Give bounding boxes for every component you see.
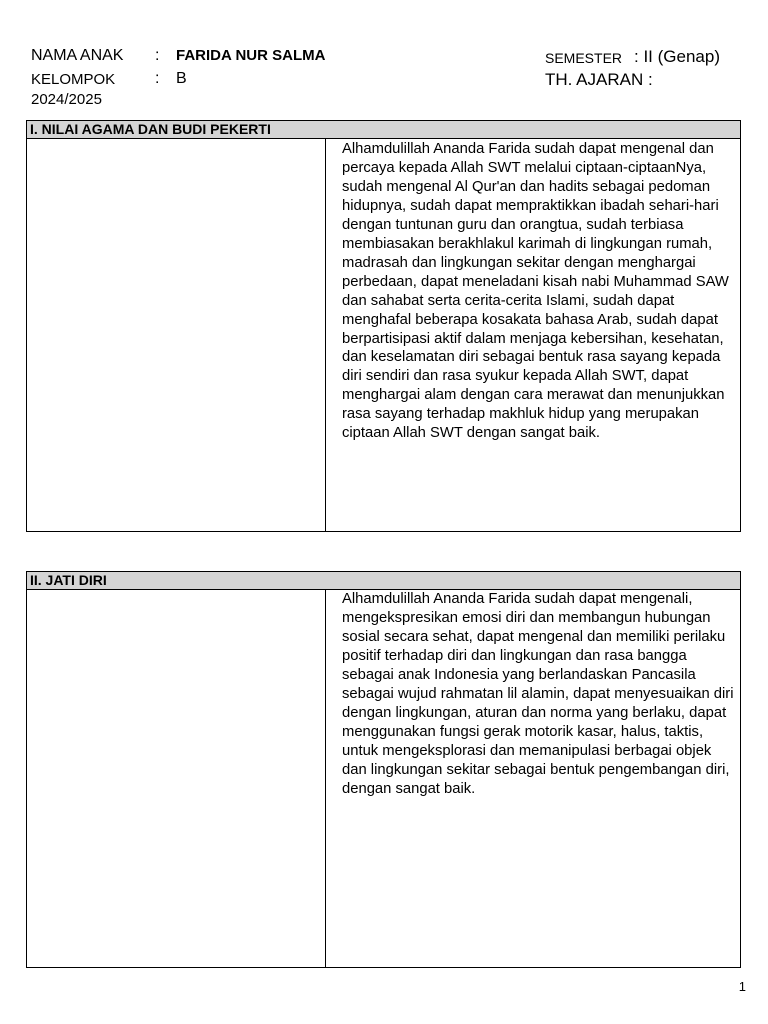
section-body xyxy=(27,590,740,967)
group-label: KELOMPOK xyxy=(31,71,116,88)
section-title: I. NILAI AGAMA DAN BUDI PEKERTI xyxy=(27,121,740,139)
page-number: 1 xyxy=(738,979,746,994)
section-empty-cell xyxy=(27,139,326,531)
school-year-label: TH. AJARAN : xyxy=(545,70,653,89)
section-religion-ethics xyxy=(26,120,741,532)
section-description: Alhamdulillah Ananda Farida sudah dapat mengenal dan percaya kepada Allah SWT melalui ciptaan-ciptaanNya, sudah mengenal Al Qur'an dan hadits sebagai pedoman hidupnya, sudah dapat mempraktikkan ibadah sehari-hari dengan tuntunan guru dan orangtua, sudah terbiasa membiasakan berakhlakul karimah di lingkungan rumah, madrasah dan lingkungan sekitar dengan menghargai perbedaan, dapat meneladani kisah nabi Muhammad SAW dan sahabat serta cerita-cerita Islami, sudah dapat menghafal beberapa kosakata bahasa Arab, sudah dapat berpartisipasi aktif dalam menjaga kebersihan, kesehatan, dan keselamatan diri sebagai bentuk rasa sayang kepada diri sendiri dan rasa syukur kepada Allah SWT, dapat menghargai alam dengan cara merawat dan menunjukkan rasa sayang terhadap makhluk hidup yang merupakan ciptaan Allah SWT dengan sangat baik. xyxy=(342,141,729,442)
group-value: B xyxy=(176,70,187,87)
section-description: Alhamdulillah Ananda Farida sudah dapat mengenali, mengekspresikan emosi diri dan membangun hubungan sosial secara sehat, dapat mengenal dan memiliki perilaku positif terhadap diri dan lingkungan dan rasa bangga sebagai anak Indonesia yang berlandaskan Pancasila sebagai wujud rahmatan lil alamin, dapat menyesuaikan diri dengan lingkungan, aturan dan norma yang berlaku, dapat menggunakan fungsi gerak motorik kasar, halus, taktis, untuk mengeksplorasi dan memanipulasi berbagai objek dan lingkungan sekitar sebagai bentuk pengembangan diri, dengan sangat baik. xyxy=(342,591,734,797)
school-year-value: 2024/2025 xyxy=(31,91,102,108)
semester-value: : II (Genap) xyxy=(634,47,720,66)
section-self-identity xyxy=(26,571,741,968)
name-colon: : xyxy=(155,47,160,64)
name-label: NAMA ANAK xyxy=(31,47,124,64)
section-body xyxy=(27,139,740,531)
semester-label: SEMESTER xyxy=(545,50,623,66)
child-name: FARIDA NUR SALMA xyxy=(176,47,326,64)
section-empty-cell xyxy=(27,590,326,967)
section-title: II. JATI DIRI xyxy=(27,572,740,590)
group-colon: : xyxy=(155,70,160,87)
